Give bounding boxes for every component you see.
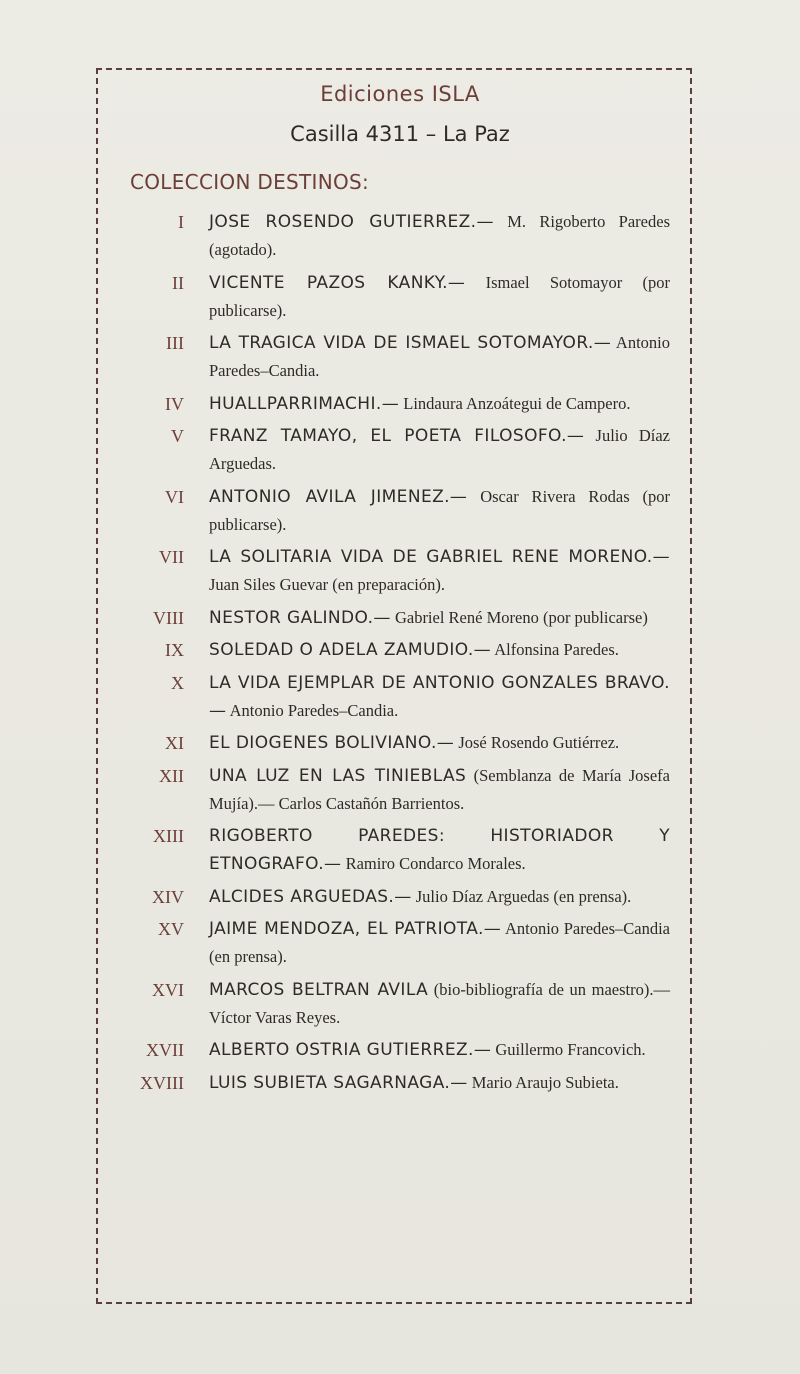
entry-title: ALCIDES ARGUEDAS.— [209,886,412,907]
entry-detail: Alfonsina Paredes. [494,640,619,659]
entry-list [108,208,670,1101]
list-item [108,208,670,264]
entry-title: RIGOBERTO PAREDES: HISTORIADOR Y ETNOGRAFO.— [209,826,670,874]
entry-number: XIV [152,886,184,907]
entry-number: I [178,212,184,232]
entry-title: ALBERTO OSTRIA GUTIERREZ.— [209,1040,492,1060]
entry-title: ANTONIO AVILA JIMENEZ.— [209,486,468,507]
entry-detail: Oscar Rivera Rodas (por publicarse). [209,486,671,534]
publisher-address: Casilla 4311 – La Paz [290,122,510,146]
entry-title: JAIME MENDOZA, EL PATRIOTA.— [209,919,502,939]
list-item [108,976,670,1032]
list-item [108,604,670,632]
entry-title: MARCOS BELTRAN AVILA [209,979,429,1000]
entry-detail: Mario Araujo Subieta. [471,1072,619,1092]
entry-number: III [166,333,184,353]
entry-title: JOSE ROSENDO GUTIERREZ.— [209,212,494,232]
entry-number: XVII [146,1040,184,1060]
entry-detail: M. Rigoberto Paredes (agotado). [209,212,670,259]
entry-title: UNA LUZ EN LAS TINIEBLAS [209,765,467,786]
entry-title: LA TRAGICA VIDA DE ISMAEL SOTOMAYOR.— [209,333,612,353]
entry-number: V [171,426,184,446]
collection-heading: COLECCION DESTINOS: [130,170,370,194]
entry-title: LUIS SUBIETA SAGARNAGA.— [209,1072,468,1093]
list-item [108,915,670,971]
list-item [108,636,670,664]
entry-detail: Julio Díaz Arguedas. [209,426,670,473]
entry-number: XVIII [140,1072,184,1093]
entry-detail: Ramiro Condarco Morales. [345,854,526,873]
entry-title: VICENTE PAZOS KANKY.— [209,272,466,293]
entry-title: EL DIOGENES BOLIVIANO.— [209,733,455,753]
entry-number: IX [165,640,184,660]
entry-title: HUALLPARRIMACHI.— [209,393,400,414]
entry-detail: Lindaura Anzoátegui de Campero. [403,393,631,413]
entry-number: IV [165,393,184,414]
list-item [108,1069,670,1097]
list-item [108,483,670,539]
list-item [108,669,670,725]
entry-title: LA VIDA EJEMPLAR DE ANTONIO GONZALES BRAVO.— [209,672,670,721]
entry-number: VI [165,486,184,507]
list-item [108,390,670,418]
list-item [108,422,670,478]
entry-detail: Juan Siles Guevar (en preparación). [209,575,445,594]
publisher-name: Ediciones ISLA [320,82,480,106]
entry-detail: Antonio Paredes–Candia. [229,700,399,720]
entry-detail: Ismael Sotomayor (por publicarse). [209,272,671,320]
entry-number: XI [165,733,184,753]
list-item [108,729,670,757]
entry-title: FRANZ TAMAYO, EL POETA FILOSOFO.— [209,426,585,446]
list-item [108,822,670,878]
list-item [108,269,670,325]
list-item [108,329,670,385]
entry-detail: (bio-bibliografía de un maestro).— Víctor Varas Reyes. [209,979,670,1027]
entry-detail: Antonio Paredes–Candia. [209,333,670,380]
list-item [108,1036,670,1064]
entry-detail: Antonio Paredes–Candia (en prensa). [209,919,670,966]
entry-detail: Guillermo Francovich. [495,1040,646,1059]
entry-detail: Julio Díaz Arguedas (en prensa). [415,886,632,906]
entry-detail: Gabriel René Moreno (por publicarse) [394,607,648,627]
entry-detail: José Rosendo Gutiérrez. [458,733,620,752]
entry-number: VIII [153,607,184,628]
list-item [108,883,670,911]
entry-number: XII [159,765,184,786]
list-item [108,762,670,818]
entry-detail: (Semblanza de María Josefa Mujía).— Carlos Castañón Barrientos. [209,765,670,813]
entry-title: NESTOR GALINDO.— [209,607,391,628]
entry-title: SOLEDAD O ADELA ZAMUDIO.— [209,640,492,660]
entry-number: II [172,272,184,293]
entry-number: XVI [152,979,184,1000]
entry-number: XIII [153,826,184,846]
entry-number: XV [158,919,184,939]
entry-number: VII [159,547,184,567]
entry-number: X [171,672,184,693]
list-item [108,543,670,599]
entry-title: LA SOLITARIA VIDA DE GABRIEL RENE MORENO.— [209,547,670,567]
